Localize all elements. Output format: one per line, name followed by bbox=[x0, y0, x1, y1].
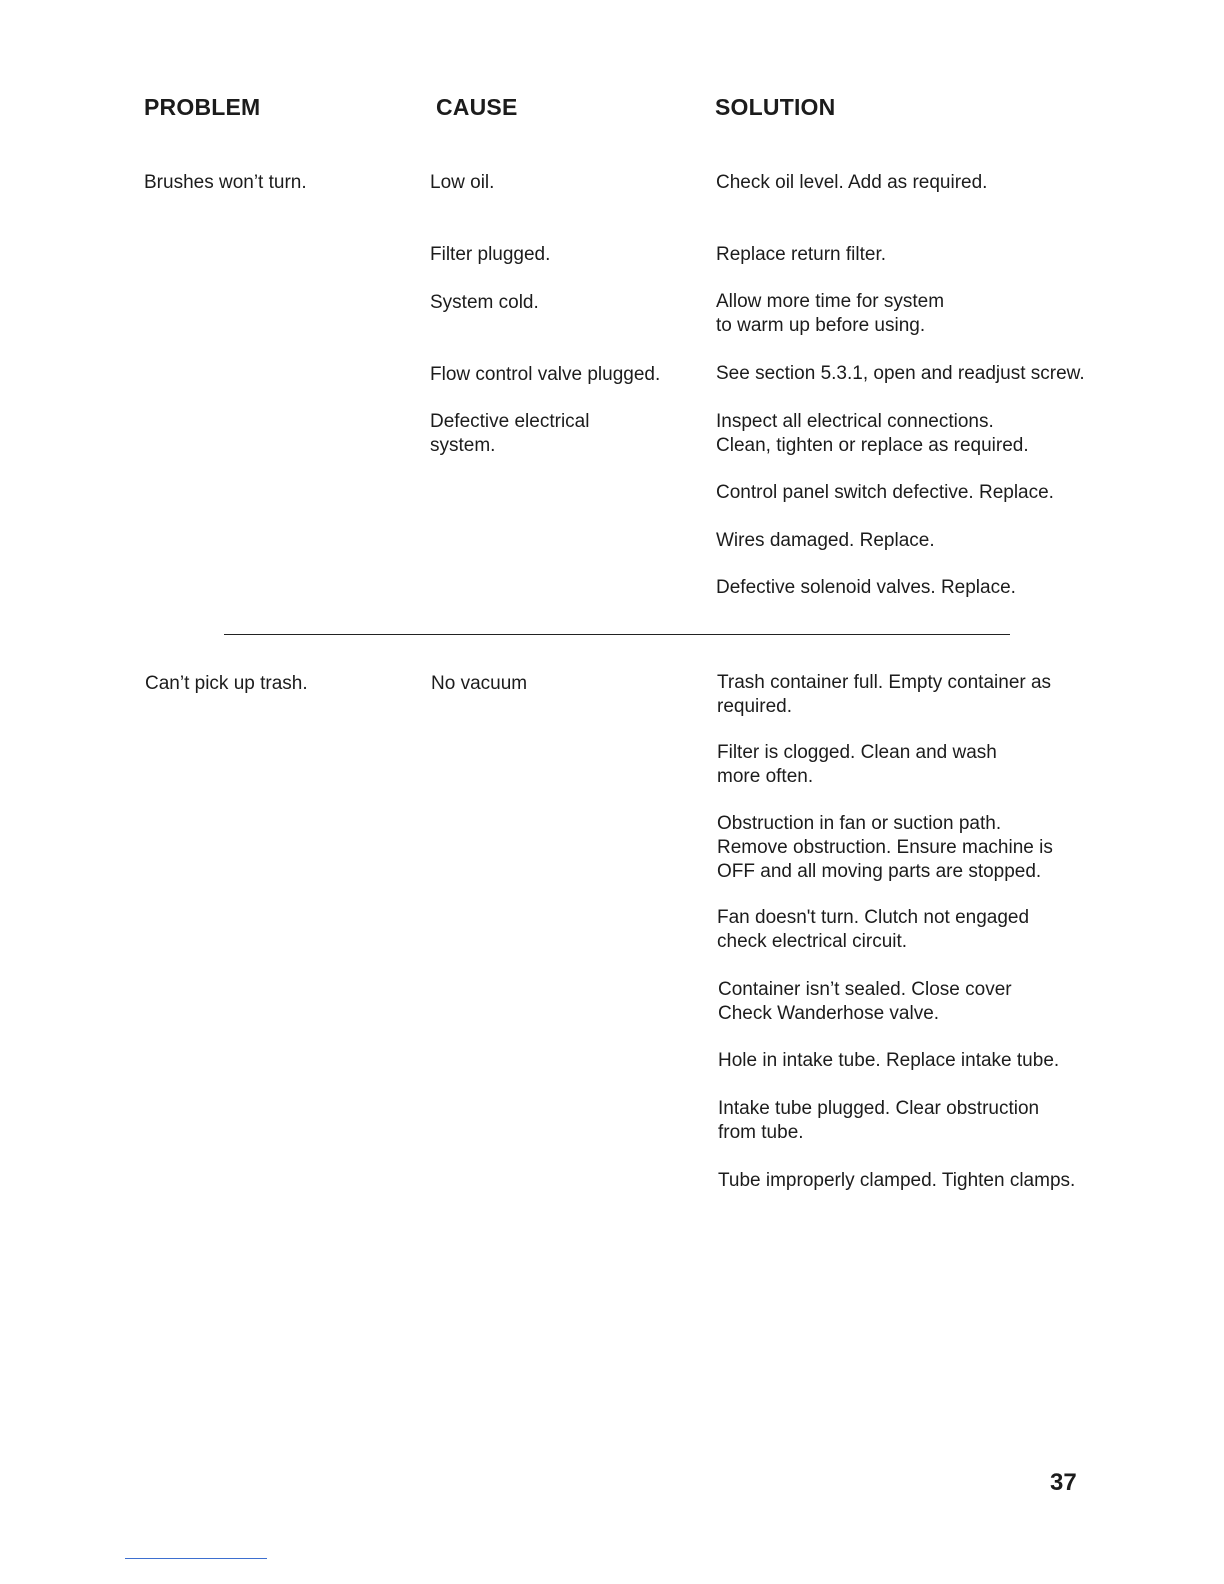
solution-container-full: Trash container full. Empty container as required. bbox=[717, 672, 1052, 717]
solution-fan-clutch: Fan doesn't turn. Clutch not engaged check electrical circuit. bbox=[717, 907, 1030, 952]
cause-header: CAUSE bbox=[436, 94, 518, 120]
bottom-rule bbox=[125, 1558, 267, 1559]
solution-inspect-electrical: Inspect all electrical connections. Clean, tighten or replace as required. bbox=[716, 411, 1029, 456]
solution-obstruction: Obstruction in fan or suction path. Remove obstruction. Ensure machine is OFF and all moving parts are stopped. bbox=[717, 813, 1053, 882]
cause-system-cold: System cold. bbox=[430, 292, 539, 313]
cause-low-oil: Low oil. bbox=[430, 172, 495, 193]
page-number: 37 bbox=[1050, 1469, 1077, 1496]
problem-header: PROBLEM bbox=[144, 94, 261, 120]
cause-flow-control-valve: Flow control valve plugged. bbox=[430, 364, 661, 385]
solution-filter-clogged: Filter is clogged. Clean and wash more often. bbox=[717, 742, 997, 787]
solution-check-oil: Check oil level. Add as required. bbox=[716, 172, 988, 193]
solution-wires-damaged: Wires damaged. Replace. bbox=[716, 530, 935, 551]
solution-readjust-screw: See section 5.3.1, open and readjust screw. bbox=[716, 363, 1085, 384]
section-divider bbox=[224, 634, 1010, 635]
solution-intake-plugged: Intake tube plugged. Clear obstruction from tube. bbox=[718, 1098, 1040, 1143]
solution-replace-filter: Replace return filter. bbox=[716, 244, 887, 265]
solution-solenoid-valves: Defective solenoid valves. Replace. bbox=[716, 577, 1016, 598]
solution-hole-intake: Hole in intake tube. Replace intake tube. bbox=[718, 1050, 1060, 1071]
cause-defective-electrical: Defective electrical system. bbox=[430, 411, 590, 456]
solution-tube-clamped: Tube improperly clamped. Tighten clamps. bbox=[718, 1170, 1076, 1191]
solution-warm-up: Allow more time for system to warm up before using. bbox=[716, 291, 945, 336]
solution-container-sealed: Container isn’t sealed. Close cover Check Wanderhose valve. bbox=[718, 979, 1012, 1024]
cause-filter-plugged: Filter plugged. bbox=[430, 244, 551, 265]
solution-header: SOLUTION bbox=[715, 94, 836, 120]
problem-brushes: Brushes won’t turn. bbox=[144, 172, 307, 193]
problem-trash: Can’t pick up trash. bbox=[145, 673, 308, 694]
solution-control-panel: Control panel switch defective. Replace. bbox=[716, 482, 1054, 503]
cause-no-vacuum: No vacuum bbox=[431, 673, 528, 694]
